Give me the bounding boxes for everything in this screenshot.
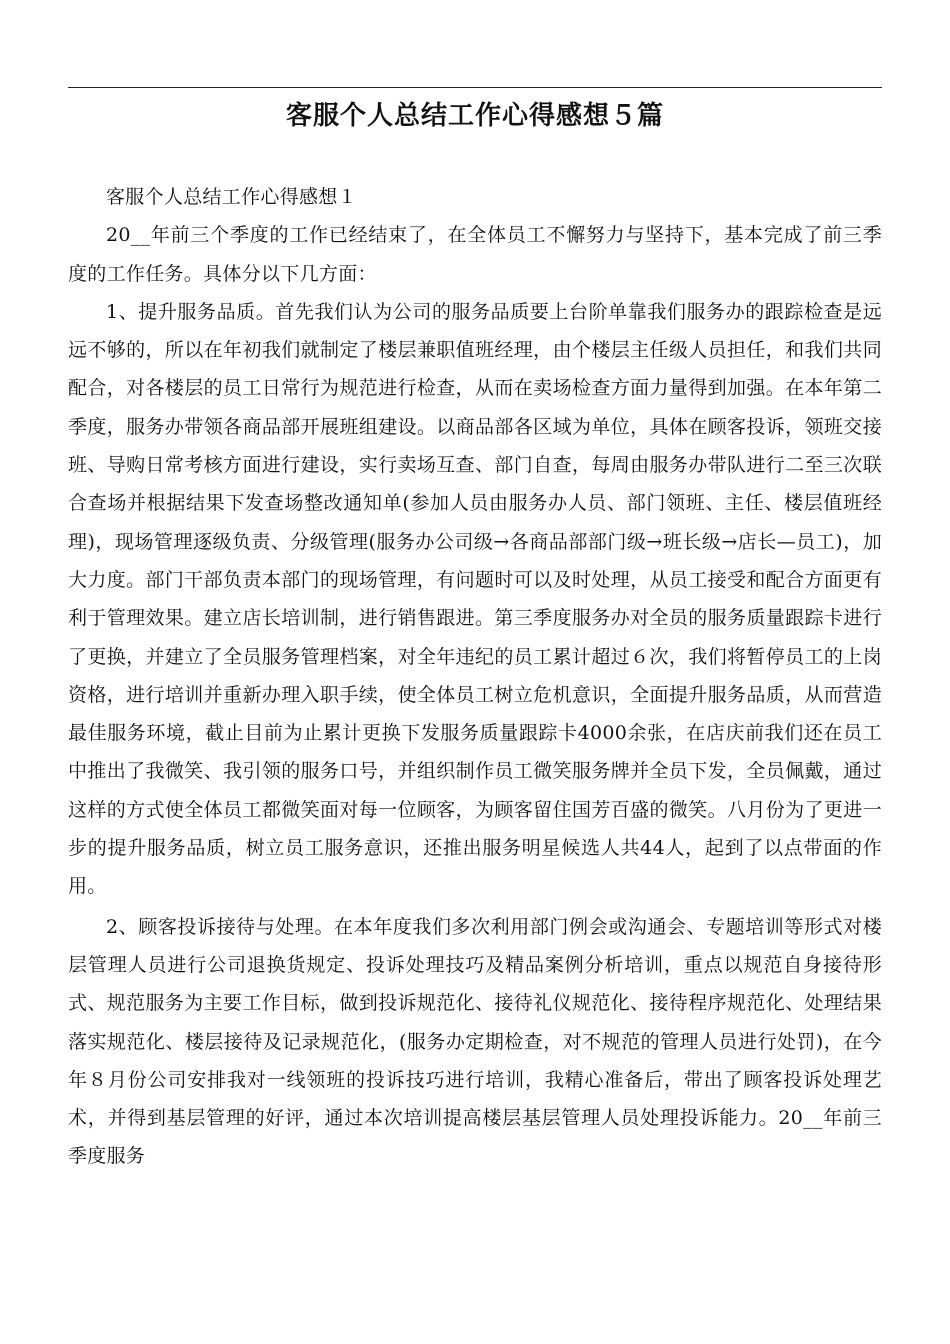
body-paragraph-complaints: 2、顾客投诉接待与处理。在本年度我们多次利用部门例会或沟通会、专题培训等形式对楼层管理人员进行公司退换货规定、投诉处理技巧及精品案例分析培训，重点以规范自身接待形式、规范服务为主要工作目标，做到投诉规范化、接待礼仪规范化、接待程序规范化、处理结果落实规范化、楼层接待及记录规范化，(服务办定期检查，对不规范的管理人员进行处罚)，在今年８月份公司安排我对一线领班的投诉技巧进行培训，我精心准备后，带出了顾客投诉处理艺术，并得到基层管理的好评，通过本次培训提高楼层基层管理人员处理投诉能力。20__年前三季度服务 <box>68 915 882 1168</box>
document-title: 客服个人总结工作心得感想５篇 <box>285 101 664 131</box>
body-paragraph-intro: 20__年前三个季度的工作已经结束了，在全体员工不懈努力与坚持下，基本完成了前三季度的工作任务。具体分以下几方面： <box>68 224 882 285</box>
body-paragraph-service-quality: 1、提升服务品质。首先我们认为公司的服务品质要上台阶单靠我们服务办的跟踪检查是远远不够的，所以在年初我们就制定了楼层兼职值班经理，由个楼层主任级人员担任，和我们共同配合，对各楼层的员工日常行为规范进行检查，从而在卖场检查方面力量得到加强。在本年第二季度，服务办带领各商品部开展班组建设。以商品部各区域为单位，具体在顾客投诉，领班交接班、导购日常考核方面进行建设，实行卖场互查、部门自查，每周由服务办带队进行二至三次联合查场并根据结果下发查场整改通知单(参加人员由服务办人员、部门领班、主任、楼层值班经理)，现场管理逐级负责、分级管理(服务办公司级→各商品部部门级→班长级→店长—员工)，加大力度。部门干部负责本部门的现场管理，有问题时可以及时处理，从员工接受和配合方面更有利于管理效果。建立店长培训制，进行销售跟进。第三季度服务办对全员的服务质量跟踪卡进行了更换，并建立了全员服务管理档案，对全年违纪的员工累计超过６次，我们将暂停员工的上岗资格，进行培训并重新办理入职手续，使全体员工树立危机意识，全面提升服务品质，从而营造最佳服务环境，截止目前为止累计更换下发服务质量跟踪卡4000余张，在店庆前我们还在员工中推出了我微笑、我引领的服务口号，并组织制作员工微笑服务牌并全员下发，全员佩戴，通过这样的方式使全体员工都微笑面对每一位顾客，为顾客留住国芳百盛的微笑。八月份为了更进一步的提升服务品质，树立员工服务意识，还推出服务明星候选人共44人，起到了以点带面的作用。 <box>68 300 882 898</box>
document-body <box>68 178 882 1176</box>
section-heading: 客服个人总结工作心得感想１ <box>106 186 357 208</box>
header-rule <box>68 87 882 88</box>
